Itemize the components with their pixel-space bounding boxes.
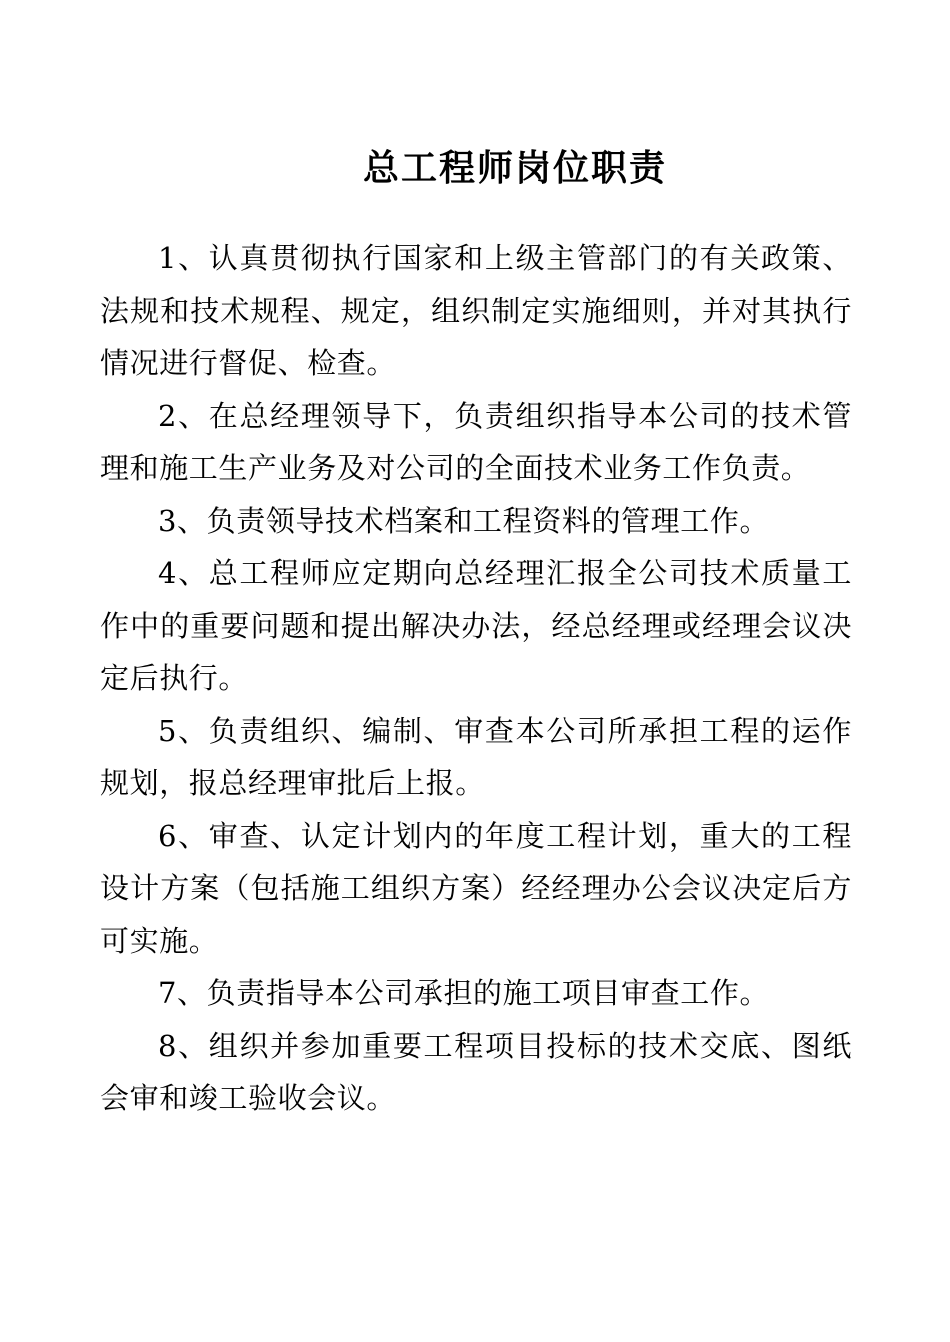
duty-item-2: 2、在总经理领导下，负责组织指导本公司的技术管理和施工生产业务及对公司的全面技术业务工作负责。 xyxy=(100,398,852,485)
duty-item-3: 3、负责领导技术档案和工程资料的管理工作。 xyxy=(158,503,770,538)
page-title: 总工程师岗位职责 xyxy=(362,147,667,190)
duty-item-5: 5、负责组织、编制、审查本公司所承担工程的运作规划，报总经理审批后上报。 xyxy=(100,713,852,800)
duty-item-1: 1、认真贯彻执行国家和上级主管部门的有关政策、法规和技术规程、规定，组织制定实施细则，并对其执行情况进行督促、检查。 xyxy=(100,241,852,380)
duty-item-8: 8、组织并参加重要工程项目投标的技术交底、图纸会审和竣工验收会议。 xyxy=(100,1028,852,1115)
duty-item-4: 4、总工程师应定期向总经理汇报全公司技术质量工作中的重要问题和提出解决办法，经总经理或经理会议决定后执行。 xyxy=(100,556,852,695)
duty-list xyxy=(100,232,852,1125)
duty-item-6: 6、审查、认定计划内的年度工程计划，重大的工程设计方案（包括施工组织方案）经经理办公会议决定后方可实施。 xyxy=(100,818,852,958)
duty-item-7: 7、负责指导本公司承担的施工项目审查工作。 xyxy=(158,976,770,1010)
